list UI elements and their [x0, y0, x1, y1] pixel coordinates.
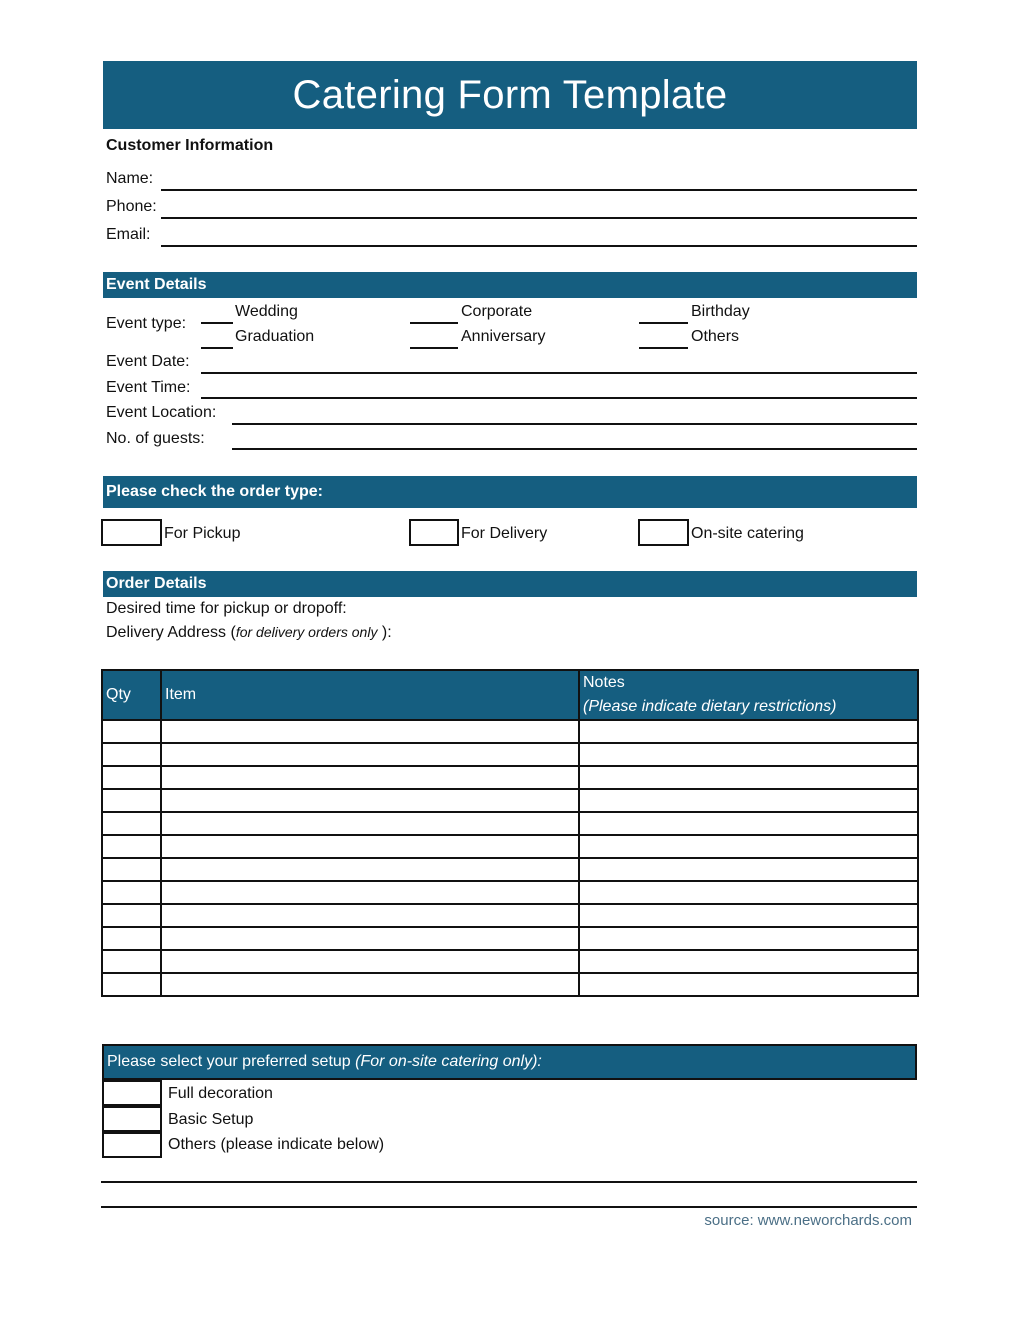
graduation-check-line[interactable] [201, 347, 233, 349]
onsite-checkbox[interactable] [638, 519, 689, 546]
event-type-wedding: Wedding [235, 303, 298, 320]
item-header: Item [161, 670, 579, 720]
anniversary-check-line[interactable] [410, 347, 458, 349]
table-row [102, 743, 918, 766]
event-type-anniversary: Anniversary [461, 328, 546, 345]
notes-cell[interactable] [579, 973, 918, 996]
guests-field[interactable] [232, 448, 917, 450]
item-cell[interactable] [161, 789, 579, 812]
event-location-field[interactable] [232, 423, 917, 425]
full-decoration-checkbox[interactable] [102, 1080, 162, 1106]
event-location-label: Event Location: [106, 404, 217, 421]
notes-cell[interactable] [579, 927, 918, 950]
others-notes-line-2[interactable] [101, 1206, 917, 1208]
table-row [102, 858, 918, 881]
others-setup-label: Others (please indicate below) [168, 1136, 385, 1153]
qty-header: Qty [102, 670, 161, 720]
notes-cell[interactable] [579, 789, 918, 812]
delivery-checkbox[interactable] [409, 519, 459, 546]
full-decoration-label: Full decoration [168, 1085, 273, 1102]
phone-field[interactable] [161, 217, 917, 219]
event-date-field[interactable] [201, 372, 917, 374]
pickup-label: For Pickup [164, 525, 241, 542]
item-cell[interactable] [161, 743, 579, 766]
qty-cell[interactable] [102, 812, 161, 835]
delivery-address-text: Delivery Address [106, 624, 227, 641]
item-cell[interactable] [161, 950, 579, 973]
phone-label: Phone: [106, 198, 157, 215]
table-row [102, 720, 918, 743]
qty-cell[interactable] [102, 927, 161, 950]
table-row [102, 881, 918, 904]
delivery-address-paren-close: ): [381, 624, 392, 641]
page-title: Catering Form Template [103, 61, 917, 129]
notes-cell[interactable] [579, 950, 918, 973]
notes-cell[interactable] [579, 858, 918, 881]
event-type-others: Others [691, 328, 740, 345]
table-row [102, 789, 918, 812]
order-table-header-row [102, 670, 918, 720]
table-row [102, 835, 918, 858]
qty-cell[interactable] [102, 881, 161, 904]
table-row [102, 812, 918, 835]
item-cell[interactable] [161, 720, 579, 743]
qty-cell[interactable] [102, 904, 161, 927]
table-row [102, 973, 918, 996]
notes-header-subtitle: (Please indicate dietary restrictions) [583, 698, 837, 715]
qty-cell[interactable] [102, 766, 161, 789]
table-row [102, 950, 918, 973]
basic-setup-label: Basic Setup [168, 1111, 254, 1128]
name-label: Name: [106, 170, 154, 187]
event-time-label: Event Time: [106, 379, 191, 396]
wedding-check-line[interactable] [201, 322, 233, 324]
source-credit: source: www.neworchards.com [704, 1212, 912, 1229]
item-cell[interactable] [161, 858, 579, 881]
notes-cell[interactable] [579, 766, 918, 789]
order-table [101, 669, 919, 997]
others-notes-line-1[interactable] [101, 1181, 917, 1183]
notes-cell[interactable] [579, 743, 918, 766]
notes-cell[interactable] [579, 904, 918, 927]
order-details-heading: Order Details [103, 571, 917, 597]
table-row [102, 927, 918, 950]
corporate-check-line[interactable] [410, 322, 458, 324]
birthday-check-line[interactable] [639, 322, 688, 324]
onsite-label: On-site catering [691, 525, 804, 542]
name-field[interactable] [161, 189, 917, 191]
delivery-label: For Delivery [461, 525, 548, 542]
setup-heading-note: (For on-site catering only): [355, 1053, 542, 1070]
email-field[interactable] [161, 245, 917, 247]
event-type-birthday: Birthday [691, 303, 750, 320]
notes-cell[interactable] [579, 835, 918, 858]
basic-setup-checkbox[interactable] [102, 1106, 162, 1132]
qty-cell[interactable] [102, 950, 161, 973]
table-row [102, 904, 918, 927]
qty-cell[interactable] [102, 858, 161, 881]
event-details-heading: Event Details [103, 272, 917, 298]
notes-cell[interactable] [579, 720, 918, 743]
item-cell[interactable] [161, 881, 579, 904]
event-type-label: Event type: [106, 315, 187, 332]
item-cell[interactable] [161, 904, 579, 927]
delivery-address-paren-open: ( [230, 624, 236, 641]
notes-cell[interactable] [579, 812, 918, 835]
others-check-line[interactable] [639, 347, 688, 349]
pickup-checkbox[interactable] [101, 519, 162, 546]
item-cell[interactable] [161, 973, 579, 996]
event-time-field[interactable] [201, 397, 917, 399]
notes-cell[interactable] [579, 881, 918, 904]
item-cell[interactable] [161, 927, 579, 950]
item-cell[interactable] [161, 812, 579, 835]
event-date-label: Event Date: [106, 353, 190, 370]
guests-label: No. of guests: [106, 430, 205, 447]
delivery-address-note: for delivery orders only [235, 624, 378, 640]
customer-info-heading: Customer Information [106, 137, 274, 154]
item-cell[interactable] [161, 835, 579, 858]
event-type-graduation: Graduation [235, 328, 315, 345]
others-setup-checkbox[interactable] [102, 1132, 162, 1158]
setup-heading-text: Please select your preferred setup [107, 1053, 351, 1070]
event-type-corporate: Corporate [461, 303, 533, 320]
order-type-heading: Please check the order type: [103, 476, 917, 508]
qty-cell[interactable] [102, 789, 161, 812]
table-row [102, 766, 918, 789]
email-label: Email: [106, 226, 151, 243]
qty-cell[interactable] [102, 835, 161, 858]
desired-time-label: Desired time for pickup or dropoff: [106, 600, 347, 617]
delivery-address-label [106, 624, 392, 642]
notes-header [579, 670, 918, 720]
qty-cell[interactable] [102, 973, 161, 996]
setup-heading [102, 1044, 917, 1080]
notes-header-title: Notes [583, 674, 625, 691]
qty-cell[interactable] [102, 743, 161, 766]
qty-cell[interactable] [102, 720, 161, 743]
item-cell[interactable] [161, 766, 579, 789]
